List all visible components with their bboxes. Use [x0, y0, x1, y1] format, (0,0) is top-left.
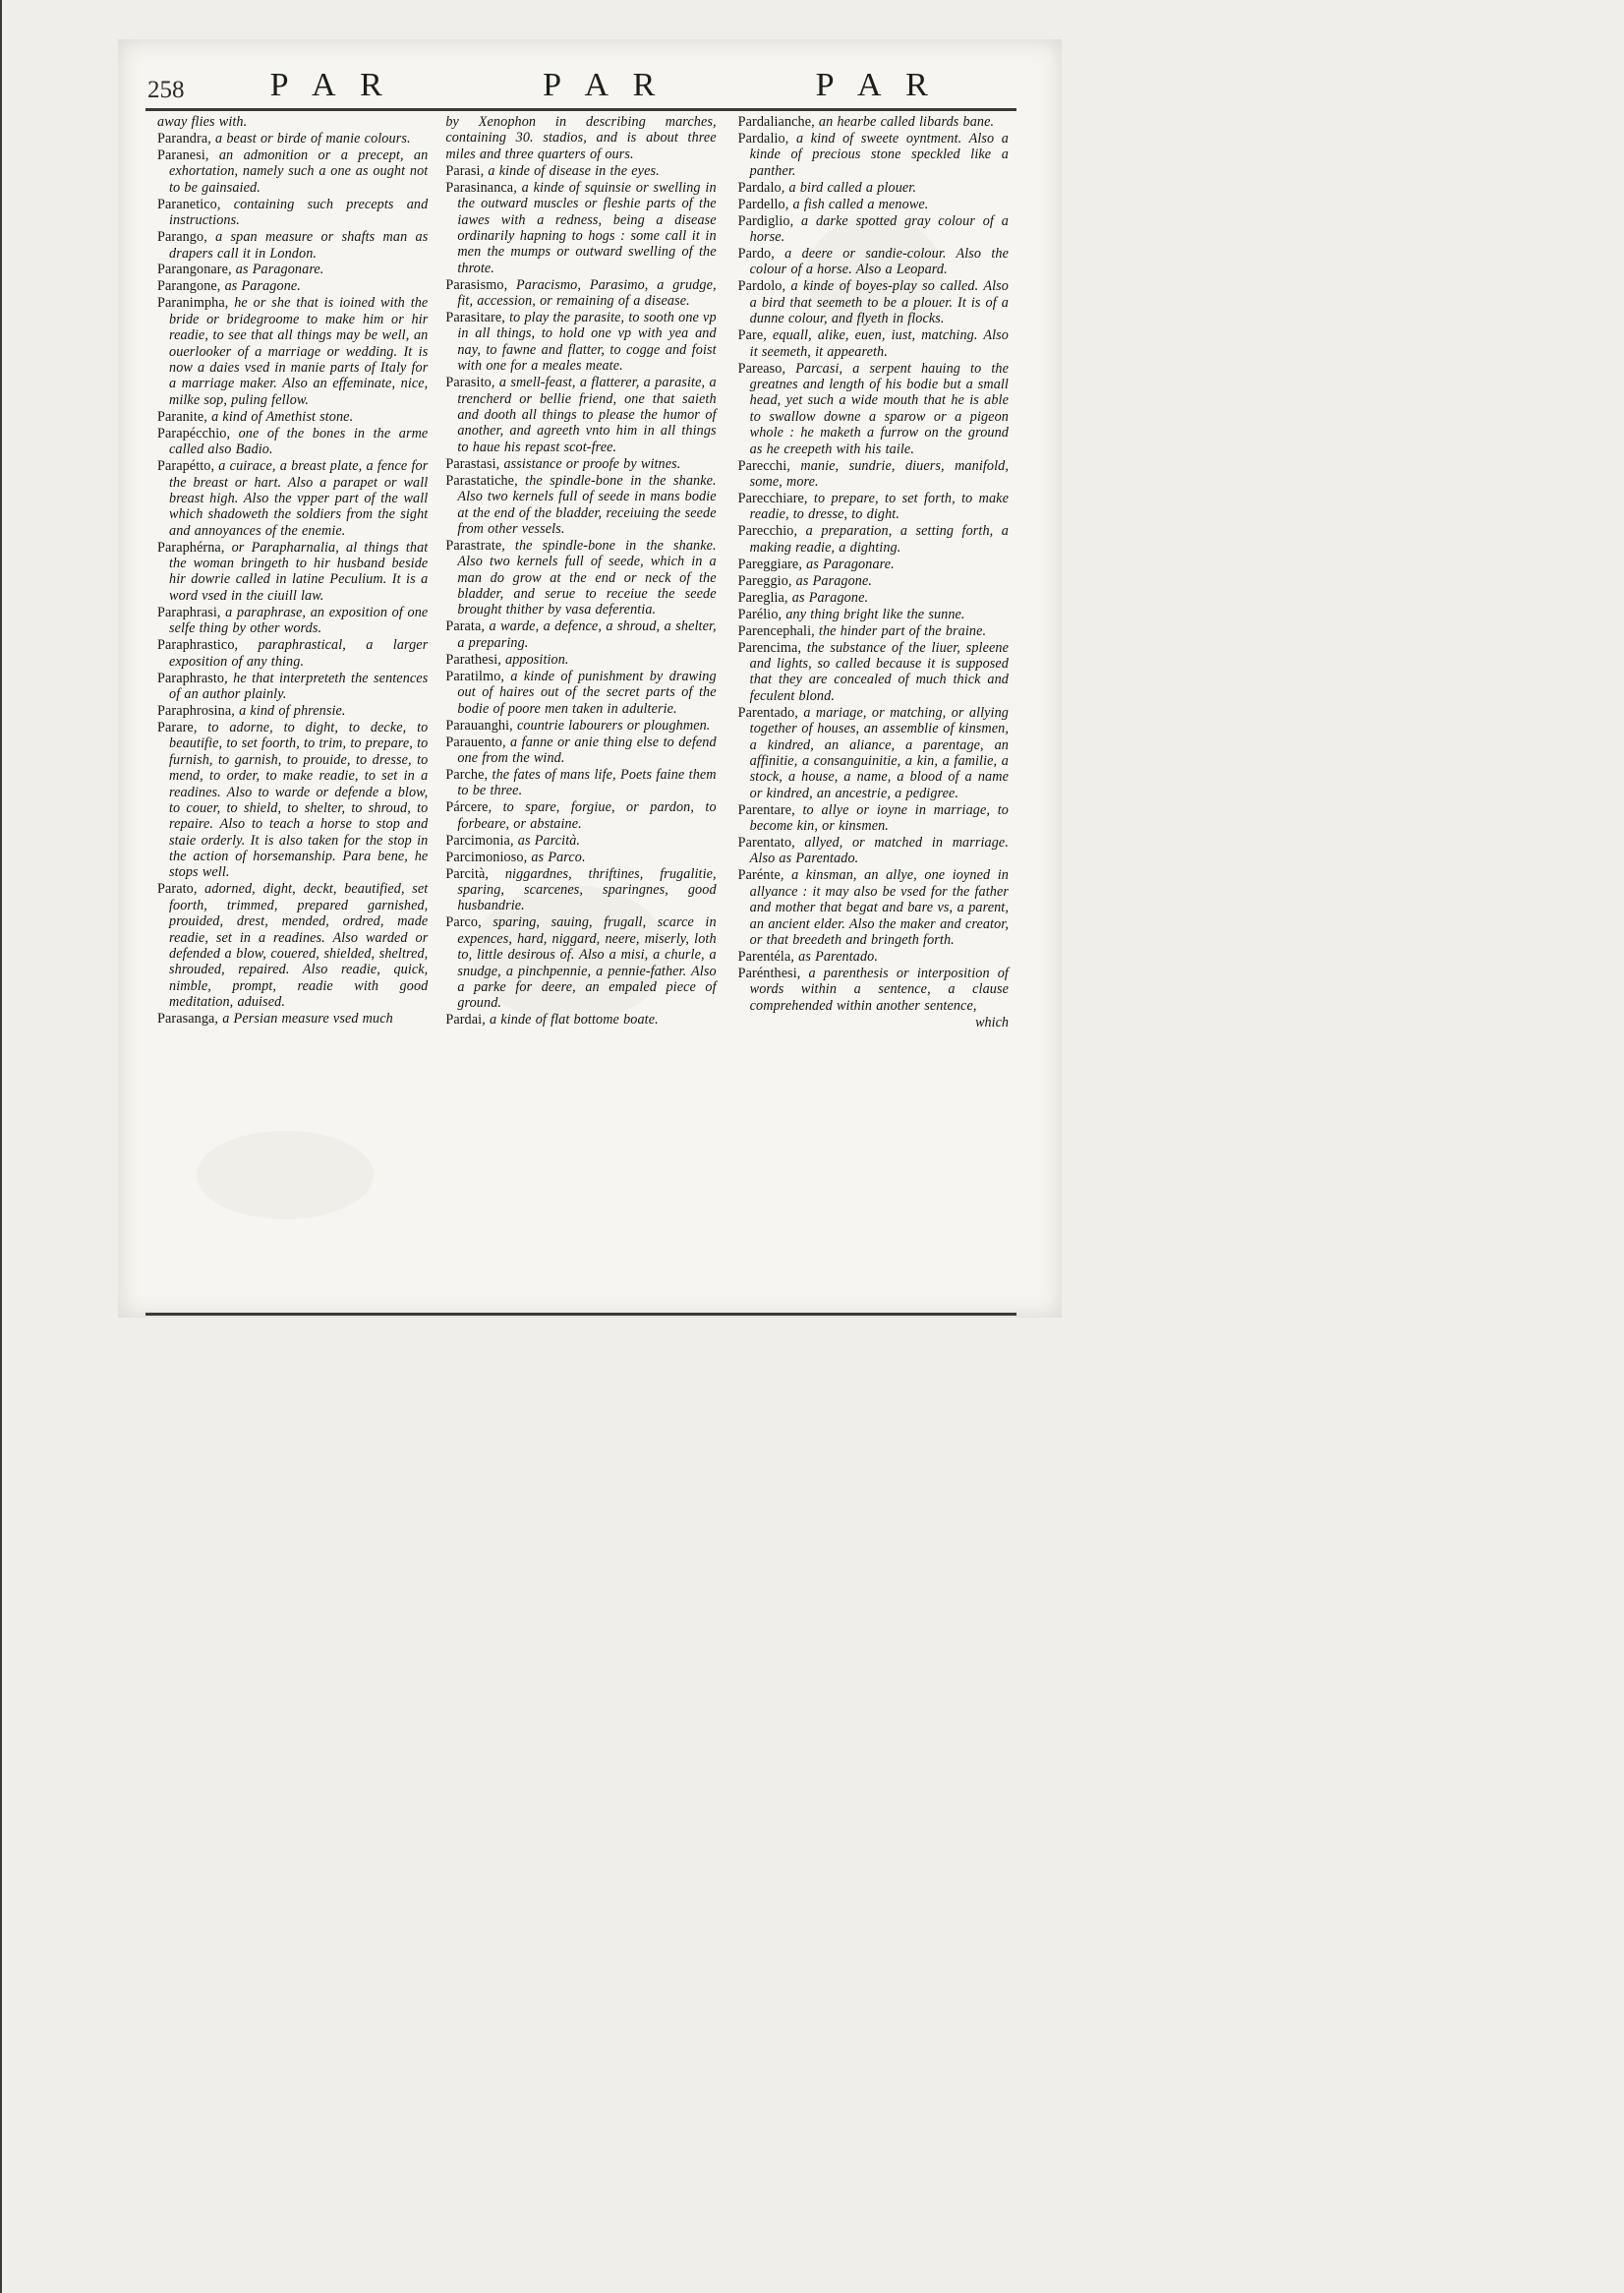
- entry-headword: Paraphrastico: [157, 637, 235, 654]
- entry-definition: , a fish called a menowe.: [784, 196, 929, 212]
- dictionary-entry: [445, 833, 716, 849]
- entry-definition: , a smell-feast, a flatterer, a parasite, a trencherd or bellie friend, one that saieth and dooth all things to please the humor of another, and agreeth vnto him in all things to haue his repast scot-free.: [457, 375, 717, 455]
- entry-definition: , as Paragonare.: [798, 556, 895, 572]
- dictionary-entry: [738, 949, 1009, 965]
- dictionary-entry: [445, 1012, 716, 1028]
- entry-headword: Parénthesi: [737, 965, 797, 981]
- entry-headword: Pardiglio: [737, 212, 790, 229]
- entry-headword: Parapécchio: [157, 425, 227, 441]
- entry-definition: , to prepare, to set forth, to make readie, to dresse, to dight.: [749, 490, 1009, 523]
- dictionary-entry: [445, 114, 716, 162]
- entry-headword: Parastatiche: [445, 472, 515, 489]
- entry-headword: Paranesi: [157, 147, 205, 163]
- dictionary-entry: [445, 914, 716, 1011]
- entry-definition: , to allye or ioyne in marriage, to become kin, or kinsmen.: [749, 801, 1009, 835]
- entry-definition: , a span measure or shafts man as drapers call it in London.: [169, 229, 429, 262]
- entry-definition: by Xenophon in describing marches, containing 30. stadios, and is about three miles and three quarters of ours.: [445, 114, 717, 162]
- entry-definition: , a kinde of disease in the eyes.: [480, 162, 660, 179]
- dictionary-entry: [157, 720, 428, 881]
- dictionary-entry: [157, 197, 428, 229]
- running-head-right: P A R: [815, 67, 937, 103]
- dictionary-entry: [157, 703, 428, 719]
- entry-definition: , he that interpreteth the sentences of an author plainly.: [169, 670, 429, 702]
- entry-headword: Parasi: [445, 162, 481, 179]
- catchword: which: [975, 1015, 1009, 1031]
- dictionary-entry: [738, 131, 1009, 179]
- entry-headword: Parato: [157, 881, 194, 898]
- entry-headword: Paraphrasi: [157, 604, 217, 620]
- entry-definition: , Parcasi, a serpent hauing to the greatnes and length of his bodie but a small head, yet such a wide mouth that he is able to swallow downe a sparow or a pigeon whole : he maketh a furrow on the ground as he creepeth with his taile.: [749, 360, 1009, 457]
- entry-definition: , a warde, a defence, a shroud, a shelter, a preparing.: [457, 618, 717, 651]
- entry-definition: , any thing bright like the sunne.: [778, 606, 965, 622]
- entry-definition: , a preparation, a setting forth, a making readie, a dighting.: [749, 523, 1009, 556]
- entry-headword: Paraphérna: [157, 539, 221, 556]
- dictionary-entry: [738, 458, 1009, 491]
- entry-definition: , niggardnes, thriftines, frugalitie, sparing, scarcenes, sparingnes, good husbandrie.: [457, 865, 717, 914]
- entry-definition: , the spindle-bone in the shanke. Also two kernels full of seede in mans bodie at the end of the bladder, receiuing the seede from other vessels.: [457, 472, 717, 537]
- entry-definition: , sparing, sauing, frugall, scarce in expences, hard, niggard, neere, miserly, loth to, little desirous of. Also a misi, a churle, a snudge, a pinchpennie, a pennie-father. Also a parke for deere, an empaled piece of ground.: [457, 914, 717, 1012]
- entry-headword: Paraphrosina: [157, 702, 232, 719]
- dictionary-entry: [738, 966, 1009, 1014]
- dictionary-entry: [738, 213, 1009, 246]
- entry-headword: Pareaso: [737, 360, 783, 377]
- entry-headword: Parecchio: [737, 523, 794, 540]
- dictionary-entry: [445, 163, 716, 179]
- entry-headword: Parentéla: [737, 948, 791, 965]
- entry-definition: , apposition.: [497, 651, 569, 668]
- dictionary-entry: [157, 1011, 428, 1027]
- rule-left-border: [0, 0, 2, 1205]
- dictionary-entry: [738, 197, 1009, 212]
- entry-definition: , as Parcità.: [509, 832, 581, 849]
- entry-headword: Párcere: [445, 799, 489, 816]
- text-columns: [149, 114, 1015, 1310]
- entry-headword: Paraphrasto: [157, 670, 225, 686]
- dictionary-entry: [445, 473, 716, 538]
- entry-headword: Pardalo: [737, 179, 782, 196]
- running-heads: [195, 67, 1014, 104]
- entry-headword: Parastrate: [445, 537, 502, 554]
- running-head-left: P A R: [269, 67, 391, 103]
- entry-headword: Parcimonia: [445, 832, 510, 849]
- entry-headword: Parangonare: [157, 262, 229, 278]
- dictionary-entry: [157, 131, 428, 147]
- entry-headword: Parasito: [445, 375, 492, 391]
- entry-headword: Parentado: [737, 704, 795, 721]
- entry-definition: , an admonition or a precept, an exhortation, namely such a one as ought not to be gainsaied.: [169, 147, 429, 196]
- entry-headword: Parcità: [445, 865, 486, 882]
- entry-headword: Pardai: [445, 1012, 483, 1029]
- entry-headword: Pareglia: [737, 589, 784, 606]
- running-head-center: P A R: [543, 67, 665, 103]
- entry-definition: , a kind of Amethist stone.: [203, 408, 354, 425]
- entry-headword: Parentare: [737, 801, 792, 818]
- dictionary-entry: [157, 671, 428, 703]
- dictionary-entry: [157, 881, 428, 1010]
- entry-definition: , as Parco.: [523, 849, 586, 865]
- entry-definition: , allyed, or matched in marriage. Also as Parentado.: [749, 835, 1009, 867]
- entry-definition: , the spindle-bone in the shanke. Also two kernels full of seede, which in a man do grow at the end or neck of the bladder, and serue to receiue the seede brought thither by vasa deferentia.: [457, 537, 717, 618]
- dictionary-entry: [738, 867, 1009, 948]
- entry-definition: , a fanne or anie thing else to defend one from the wind.: [457, 734, 717, 766]
- entry-headword: Parangone: [157, 278, 217, 295]
- column-right: [730, 114, 1015, 1310]
- entry-headword: Parathesi: [445, 651, 498, 668]
- entry-definition: , a mariage, or matching, or allying together of houses, an assemblie of kinsmen, a kindred, an aliance, a parentage, an affinitie, a consanguinitie, a kin, a familie, a stock, a house, a name, a blood of a name or kindred, an ancestrie, a pedigree.: [749, 704, 1009, 801]
- entry-definition: away flies with.: [157, 114, 248, 130]
- dictionary-entry: [738, 114, 1009, 130]
- dictionary-entry: [738, 361, 1009, 457]
- entry-headword: Parauento: [445, 734, 502, 750]
- dictionary-entry: [157, 147, 428, 196]
- dictionary-entry: [445, 767, 716, 799]
- entry-headword: Pareggiare: [737, 556, 799, 572]
- dictionary-entry: [157, 540, 428, 605]
- entry-headword: Parandra: [157, 130, 208, 147]
- dictionary-entry: [738, 705, 1009, 801]
- entry-definition: , Paracismo, Parasimo, a grudge, fit, accession, or remaining of a disease.: [457, 276, 717, 310]
- entry-headword: Parare: [157, 719, 194, 735]
- entry-headword: Pardo: [737, 246, 772, 263]
- entry-definition: , a kinde of flat bottome boate.: [482, 1012, 659, 1029]
- dictionary-entry: [157, 262, 428, 277]
- entry-definition: , a deere or sandie-colour. Also the colour of a horse. Also a Leopard.: [749, 246, 1009, 278]
- dictionary-entry: [445, 538, 716, 618]
- dictionary-entry: [445, 735, 716, 767]
- entry-definition: , equall, alike, euen, iust, matching. Also it seemeth, it appeareth.: [749, 327, 1009, 360]
- entry-headword: Parélio: [737, 606, 779, 622]
- entry-definition: , a kinde of boyes-play so called. Also a bird that seemeth to be a plouer. It is of a dunne colour, and flyeth in flocks.: [749, 278, 1009, 327]
- entry-definition: , a kinsman, an allye, one ioyned in allyance : it may also be vsed for the father and mother that begat and bare vs, a parent, an ancient elder. Also the maker and creator, or that breedeth and bringeth forth.: [749, 867, 1009, 948]
- dictionary-entry: [738, 802, 1009, 835]
- entry-headword: Parencephali: [737, 622, 812, 639]
- dictionary-entry: [445, 618, 716, 651]
- entry-definition: , manie, sundrie, diuers, manifold, some, more.: [749, 457, 1009, 490]
- entry-definition: , a parenthesis or interposition of words within a sentence, a clause comprehended within another sentence,: [749, 965, 1009, 1014]
- dictionary-entry: [738, 573, 1009, 589]
- dictionary-entry: [738, 557, 1009, 572]
- dictionary-entry: [157, 295, 428, 408]
- dictionary-entry: [738, 180, 1009, 196]
- entry-headword: Paratilmo: [445, 668, 501, 684]
- entry-headword: Parango: [157, 229, 204, 246]
- entry-headword: Parco: [445, 914, 479, 931]
- entry-definition: , a kinde of squinsie or swelling in the outward muscles or fleshie parts of the iawes with a redness, being a disease ordinarily hapning to hogs : some call it in men the mumps or outward swelling of the throte.: [457, 179, 717, 276]
- entry-definition: , as Paragone.: [787, 572, 873, 589]
- entry-definition: , one of the bones in the arme called also Badio.: [169, 425, 429, 458]
- entry-headword: Pardolo: [737, 278, 783, 295]
- entry-headword: Pardalianche: [737, 114, 812, 130]
- entry-headword: Parata: [445, 618, 482, 635]
- dictionary-entry: [157, 605, 428, 637]
- rule-top: [145, 108, 1016, 111]
- dictionary-entry: [157, 114, 428, 130]
- dictionary-entry: [738, 835, 1009, 867]
- entry-definition: , an hearbe called libards bane.: [811, 114, 995, 130]
- entry-headword: Parecchi: [737, 457, 787, 474]
- dictionary-entry: [738, 246, 1009, 278]
- dictionary-entry: [738, 278, 1009, 326]
- dictionary-entry: [738, 523, 1009, 556]
- entry-definition: , or Parapharnalia, al things that the woman bringeth to hir husband beside hir dowrie called in latine Peculium. It is a word vsed in the ciuill law.: [169, 539, 429, 604]
- entry-definition: , a darke spotted gray colour of a horse.: [749, 212, 1009, 246]
- dictionary-entry: [445, 180, 716, 276]
- entry-definition: , the hinder part of the braine.: [811, 622, 987, 639]
- dictionary-entry: [445, 456, 716, 472]
- entry-definition: , countrie labourers or ploughmen.: [509, 717, 711, 734]
- column-middle: [437, 114, 722, 1310]
- dictionary-entry: [157, 637, 428, 670]
- dictionary-entry: [445, 866, 716, 914]
- entry-headword: Parecchiare: [737, 490, 804, 506]
- entry-headword: Pareggio: [737, 572, 788, 589]
- entry-definition: , adorned, dight, deckt, beautified, set foorth, trimmed, prepared garnished, prouided, drest, mended, ordred, made readie, set in a readines. Also warded or defended a blow, couered, shielded, sheltred, shrouded, repaired. Also readie, quick, nimble, prompt, readie with good meditation, aduised.: [169, 881, 429, 1011]
- entry-definition: , as Paragonare.: [228, 262, 324, 278]
- dictionary-entry: [445, 799, 716, 832]
- dictionary-entry: [738, 327, 1009, 360]
- page-header: [147, 61, 1013, 104]
- entry-definition: , to play the parasite, to sooth one vp in all things, to hold one vp with yea and nay, to fawne and flatter, to cogge and foist with one for a meales meate.: [457, 310, 717, 375]
- entry-definition: , as Paragone.: [783, 589, 869, 606]
- entry-headword: Parcimonioso: [445, 849, 524, 865]
- entry-definition: , a kind of phrensie.: [231, 702, 346, 719]
- dictionary-entry: [157, 229, 428, 262]
- entry-definition: , a cuirace, a breast plate, a fence for the breast or hart. Also a parapet or wall breast high. Also the vpper part of the wall which shadoweth the soldiers from the sight and annoyances of the enemie.: [169, 458, 429, 539]
- dictionary-entry: [445, 669, 716, 717]
- column-left: [149, 114, 434, 1310]
- entry-definition: , the fates of mans life, Poets faine them to be three.: [457, 766, 717, 799]
- dictionary-entry: [445, 310, 716, 375]
- entry-definition: , as Paragone.: [216, 278, 301, 295]
- rule-column-divider-1: [0, 1205, 2, 2293]
- dictionary-entry: [445, 277, 716, 310]
- entry-headword: Parasinanca: [445, 179, 514, 196]
- dictionary-entry: [445, 718, 716, 734]
- entry-definition: , to adorne, to dight, to decke, to beautifie, to set foorth, to trim, to prepare, to furnish, to garnish, to prouide, to dresse, to mend, to order, to make readie, to set in a readines. Also to warde or defende a blow, to couer, to shield, to shelter, to shroud, to repaire. Also to teach a horse to stop and staie orderly. It is also taken for the stop in the action of horsemanship. Para bene, he stops well.: [169, 719, 429, 881]
- dictionary-entry: [738, 491, 1009, 523]
- entry-headword: Parasismo: [445, 276, 504, 293]
- entry-definition: , he or she that is ioined with the bride or bridegroome to make him or hir readie, to see that all things may be well, an ouerlooker of a marriage or wedding. It is now a daies vsed in manie parts of Italy for a marriage maker. Also an effeminate, nice, milke sop, puling fellow.: [169, 295, 429, 408]
- dictionary-entry: [157, 458, 428, 539]
- entry-headword: Parencima: [737, 639, 798, 656]
- entry-definition: , to spare, forgiue, or pardon, to forbeare, or abstaine.: [457, 799, 717, 832]
- entry-definition: , containing such precepts and instructions.: [169, 196, 429, 229]
- entry-definition: , a paraphrase, an exposition of one selfe thing by other words.: [169, 604, 429, 637]
- entry-headword: Pardello: [737, 196, 785, 212]
- entry-headword: Parche: [445, 766, 485, 783]
- dictionary-entry: [445, 850, 716, 865]
- entry-definition: , paraphrastical, a larger exposition of any thing.: [169, 637, 429, 670]
- dictionary-entry: [738, 607, 1009, 622]
- entry-definition: , assistance or proofe by witnes.: [495, 455, 681, 472]
- entry-headword: Pardalio: [737, 130, 785, 147]
- dictionary-entry: [738, 640, 1009, 705]
- entry-headword: Parénte: [737, 867, 781, 884]
- folio-number: 258: [147, 77, 185, 103]
- entry-headword: Parentato: [737, 835, 792, 852]
- dictionary-entry: [445, 652, 716, 668]
- entry-headword: Parastasi: [445, 455, 496, 472]
- dictionary-entry: [738, 590, 1009, 606]
- entry-definition: , the substance of the liuer, spleene and lights, so called because it is supposed that they are concealed of much thick and feculent blond.: [749, 639, 1009, 704]
- entry-definition: , a kinde of punishment by drawing out of haires out of the secret parts of the bodie of poore men taken in adulterie.: [457, 668, 717, 717]
- dictionary-entry: [445, 375, 716, 455]
- entry-headword: Paranetico: [157, 196, 217, 212]
- entry-definition: , a bird called a plouer.: [781, 179, 916, 196]
- rule-bottom: [145, 1313, 1016, 1316]
- entry-definition: , a beast or birde of manie colours.: [207, 130, 411, 147]
- entry-definition: , as Parentado.: [790, 948, 879, 965]
- dictionary-entry: [738, 623, 1009, 639]
- entry-headword: Parasitare: [445, 310, 502, 326]
- entry-definition: , a kind of sweete oyntment. Also a kinde of precious stone speckled like a panther.: [749, 130, 1009, 179]
- dictionary-entry: [157, 426, 428, 458]
- entry-headword: Pare: [737, 327, 764, 344]
- dictionary-entry: [157, 409, 428, 425]
- entry-headword: Paranite: [157, 408, 204, 425]
- entry-headword: Paranimpha: [157, 295, 225, 312]
- entry-headword: Parasanga: [157, 1011, 215, 1028]
- entry-definition: , a Persian measure vsed much: [214, 1011, 393, 1028]
- entry-headword: Parauanghi: [445, 717, 510, 734]
- entry-headword: Parapétto: [157, 458, 211, 475]
- dictionary-entry: [157, 278, 428, 294]
